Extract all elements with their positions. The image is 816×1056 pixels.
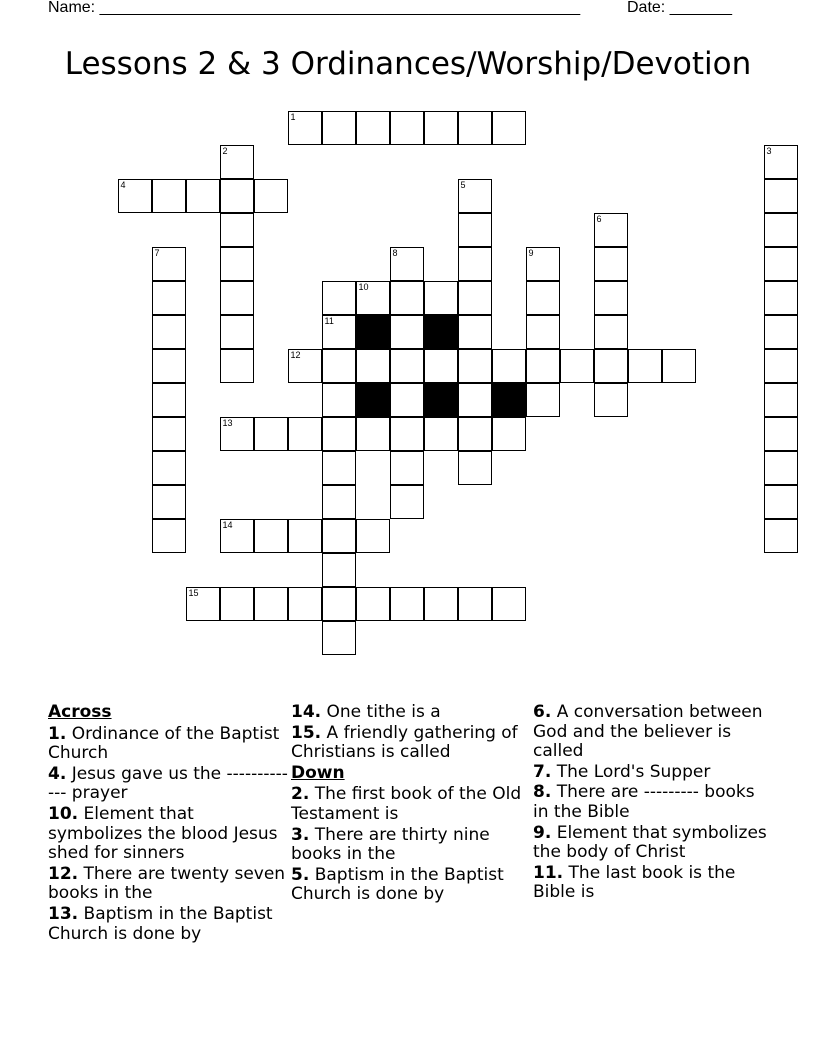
clue-number: 10 [358, 281, 369, 292]
grid-cell[interactable] [186, 179, 220, 213]
grid-cell[interactable] [526, 383, 560, 417]
shaded-cell [424, 383, 458, 417]
grid-cell[interactable] [390, 111, 424, 145]
page-title: Lessons 2 & 3 Ordinances/Worship/Devotion [64, 46, 752, 82]
shaded-cell [356, 315, 390, 349]
grid-cell[interactable] [288, 111, 322, 145]
grid-cell[interactable] [390, 349, 424, 383]
grid-cell[interactable] [764, 349, 798, 383]
grid-cell[interactable] [152, 451, 186, 485]
down-clue-7: 7. The Lord's Supper [533, 761, 711, 782]
grid-cell[interactable] [390, 587, 424, 621]
grid-cell[interactable] [356, 349, 390, 383]
grid-cell[interactable] [152, 247, 186, 281]
grid-cell[interactable] [458, 281, 492, 315]
grid-cell[interactable] [322, 383, 356, 417]
grid-cell[interactable] [764, 417, 798, 451]
grid-cell[interactable] [424, 111, 458, 145]
across-clue-12: 12. There are twenty seven books in the [48, 863, 286, 904]
grid-cell[interactable] [390, 451, 424, 485]
grid-cell[interactable] [220, 349, 254, 383]
down-clue-8: 8. There are --------- books in the Bible [533, 782, 755, 822]
grid-cell[interactable] [594, 315, 628, 349]
grid-cell[interactable] [220, 281, 254, 315]
grid-cell[interactable] [764, 179, 798, 213]
grid-cell[interactable] [764, 247, 798, 281]
grid-cell[interactable] [356, 587, 390, 621]
grid-cell[interactable] [322, 315, 356, 349]
grid-cell[interactable] [492, 111, 526, 145]
grid-cell[interactable] [458, 111, 492, 145]
grid-cell[interactable] [152, 417, 186, 451]
grid-cell[interactable] [152, 179, 186, 213]
grid-cell[interactable] [458, 383, 492, 417]
grid-cell[interactable] [764, 145, 798, 179]
down-clue-11: 11. The last book is the Bible is [533, 862, 736, 903]
clue-column-3 [533, 703, 773, 904]
grid-cell[interactable] [322, 621, 356, 655]
grid-cell[interactable] [322, 587, 356, 621]
grid-cell[interactable] [424, 281, 458, 315]
grid-cell[interactable] [288, 519, 322, 553]
across-clue-1: 1. Ordinance of the Baptist Church [48, 723, 280, 764]
clue-number: 11 [324, 315, 334, 326]
grid-cell[interactable] [628, 349, 662, 383]
grid-cell[interactable] [492, 587, 526, 621]
clue-number: 7 [154, 247, 160, 258]
grid-cell[interactable] [152, 349, 186, 383]
grid-cell[interactable] [152, 383, 186, 417]
shaded-cell [492, 383, 526, 417]
grid-cell[interactable] [288, 349, 322, 383]
grid-cell[interactable] [458, 349, 492, 383]
grid-cell[interactable] [764, 315, 798, 349]
grid-cell[interactable] [390, 281, 424, 315]
clue-number: 3 [766, 145, 772, 156]
grid-cell[interactable] [424, 417, 458, 451]
grid-cell[interactable] [594, 281, 628, 315]
grid-cell[interactable] [322, 553, 356, 587]
grid-cell[interactable] [764, 451, 798, 485]
grid-cell[interactable] [594, 247, 628, 281]
grid-cell[interactable] [764, 281, 798, 315]
clue-number: 4 [120, 179, 126, 190]
clue-number: 9 [528, 247, 534, 258]
grid-cell[interactable] [390, 315, 424, 349]
grid-cell[interactable] [152, 315, 186, 349]
clue-column-1 [48, 703, 288, 945]
grid-cell[interactable] [594, 349, 628, 383]
grid-cell[interactable] [220, 417, 254, 451]
grid-cell[interactable] [492, 417, 526, 451]
grid-cell[interactable] [526, 315, 560, 349]
grid-cell[interactable] [356, 519, 390, 553]
grid-cell[interactable] [458, 315, 492, 349]
grid-cell[interactable] [356, 417, 390, 451]
across-clue-10: 10. Element that symbolizes the blood Jesus shed for sinners [48, 803, 278, 864]
grid-cell[interactable] [424, 587, 458, 621]
grid-cell[interactable] [152, 281, 186, 315]
down-clue-5: 5. Baptism in the Baptist Church is done by [291, 864, 504, 905]
clue-number: 12 [290, 349, 301, 360]
date-field[interactable]: Date: _______ [627, 0, 732, 16]
grid-cell[interactable] [152, 519, 186, 553]
grid-cell[interactable] [390, 247, 424, 281]
across-heading: Across [48, 702, 112, 722]
grid-cell[interactable] [152, 485, 186, 519]
grid-cell[interactable] [220, 145, 254, 179]
grid-cell[interactable] [390, 417, 424, 451]
grid-cell[interactable] [220, 247, 254, 281]
grid-cell[interactable] [390, 485, 424, 519]
across-clue-15: 15. A friendly gathering of Christians is called [291, 722, 518, 763]
clue-number: 8 [392, 247, 398, 258]
shaded-cell [356, 383, 390, 417]
grid-cell[interactable] [288, 417, 322, 451]
down-heading: Down [291, 762, 345, 783]
shaded-cell [424, 315, 458, 349]
grid-cell[interactable] [526, 247, 560, 281]
grid-cell[interactable] [322, 519, 356, 553]
grid-cell[interactable] [220, 213, 254, 247]
grid-cell[interactable] [424, 349, 458, 383]
grid-cell[interactable] [594, 213, 628, 247]
grid-cell[interactable] [254, 519, 288, 553]
grid-cell[interactable] [254, 179, 288, 213]
grid-cell[interactable] [492, 349, 526, 383]
clue-number: 15 [188, 587, 199, 598]
across-clue-14: 14. One tithe is a [291, 702, 441, 722]
grid-cell[interactable] [186, 587, 220, 621]
grid-cell[interactable] [662, 349, 696, 383]
down-clue-6: 6. A conversation between God and the believer is called [533, 702, 763, 762]
grid-cell[interactable] [526, 281, 560, 315]
grid-cell[interactable] [764, 519, 798, 553]
grid-cell[interactable] [526, 349, 560, 383]
grid-cell[interactable] [322, 281, 356, 315]
grid-cell[interactable] [254, 587, 288, 621]
clue-number: 6 [596, 213, 602, 224]
grid-cell[interactable] [322, 417, 356, 451]
clue-number: 14 [222, 519, 233, 530]
across-clue-13: 13. Baptism in the Baptist Church is done by [48, 903, 273, 944]
name-field[interactable]: Name: ______________________________________________________ [48, 0, 581, 16]
grid-cell[interactable] [322, 349, 356, 383]
grid-cell[interactable] [118, 179, 152, 213]
grid-cell[interactable] [560, 349, 594, 383]
grid-cell[interactable] [220, 587, 254, 621]
grid-cell[interactable] [458, 247, 492, 281]
grid-cell[interactable] [322, 111, 356, 145]
grid-cell[interactable] [594, 383, 628, 417]
grid-cell[interactable] [390, 383, 424, 417]
across-clue-4: 4. Jesus gave us the ------------- prayer [48, 763, 288, 804]
down-clue-3: 3. There are thirty nine books in the [291, 824, 490, 865]
grid-cell[interactable] [458, 451, 492, 485]
clue-number: 5 [460, 179, 466, 190]
grid-cell[interactable] [322, 451, 356, 485]
clue-number: 13 [222, 417, 233, 428]
grid-cell[interactable] [322, 485, 356, 519]
grid-cell[interactable] [220, 519, 254, 553]
grid-cell[interactable] [220, 179, 254, 213]
grid-cell[interactable] [458, 587, 492, 621]
grid-cell[interactable] [356, 111, 390, 145]
clue-column-2 [291, 703, 531, 906]
clue-number: 1 [290, 111, 296, 122]
down-clue-9: 9. Element that symbolizes the body of Christ [533, 822, 767, 863]
grid-cell[interactable] [764, 383, 798, 417]
down-clue-2: 2. The first book of the Old Testament is [291, 784, 522, 824]
grid-cell[interactable] [220, 315, 254, 349]
clue-number: 2 [222, 145, 228, 156]
grid-cell[interactable] [458, 417, 492, 451]
grid-cell[interactable] [254, 417, 288, 451]
grid-cell[interactable] [288, 587, 322, 621]
grid-cell[interactable] [764, 485, 798, 519]
grid-cell[interactable] [458, 179, 492, 213]
grid-cell[interactable] [764, 213, 798, 247]
grid-cell[interactable] [356, 281, 390, 315]
grid-cell[interactable] [458, 213, 492, 247]
